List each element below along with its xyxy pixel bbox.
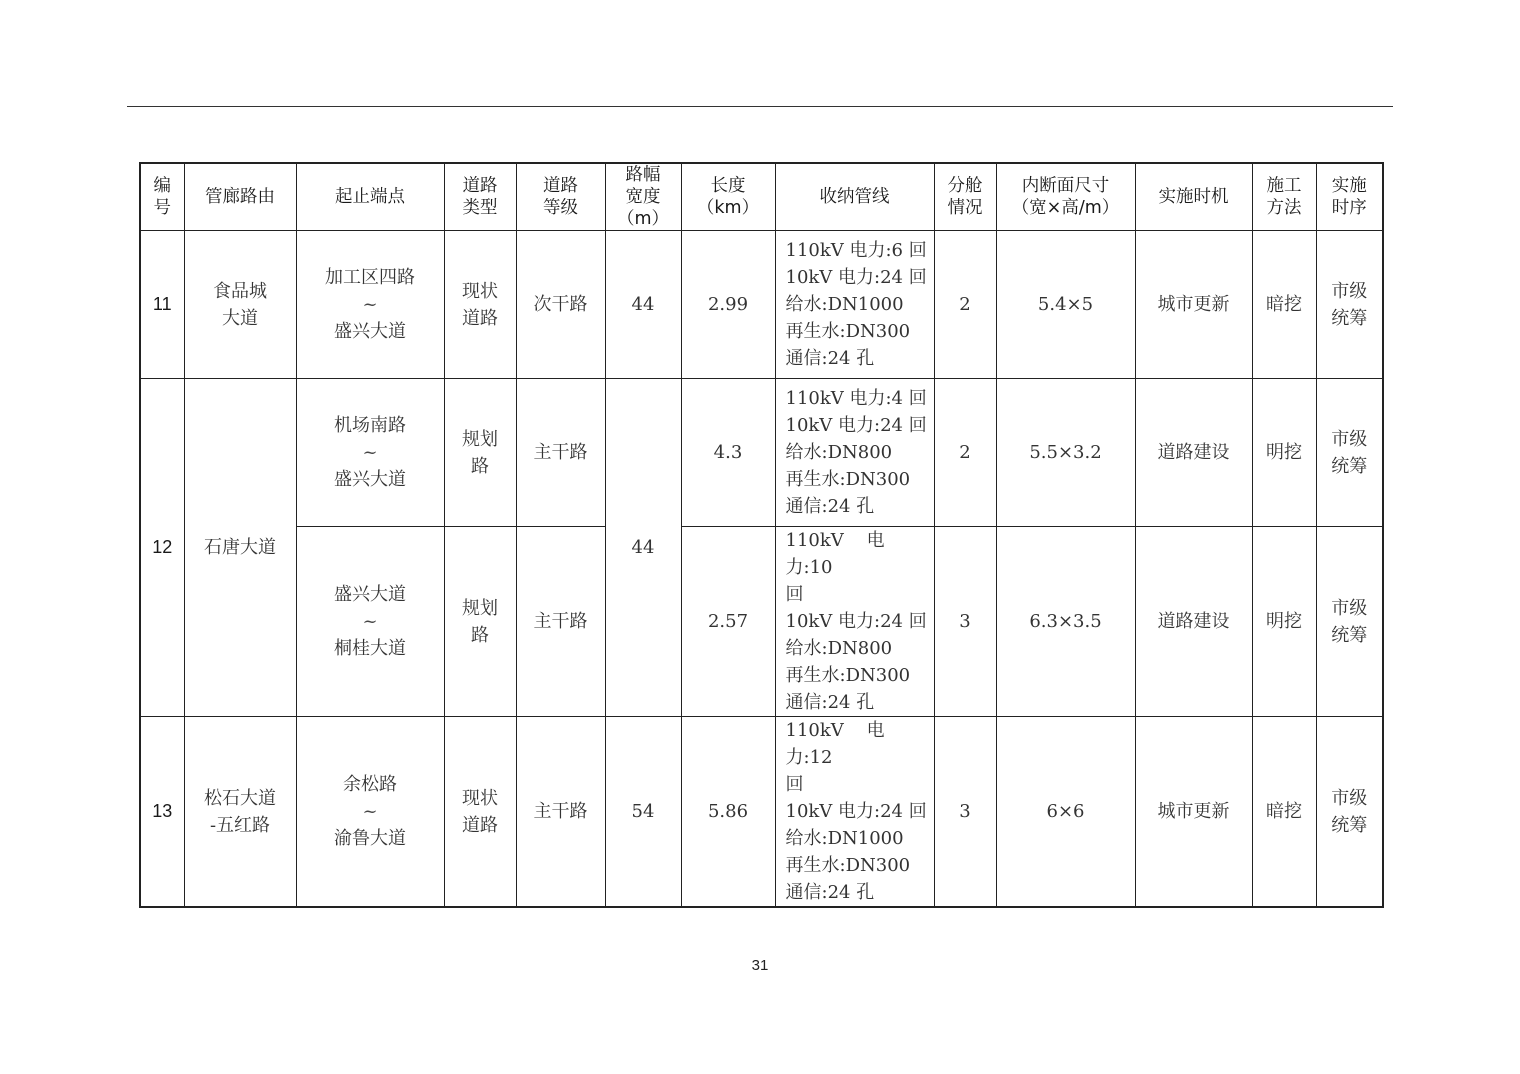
cell-pipes: 110kV 电 力:10 回 10kV 电力:24 回 给水:DN800 再生水:DN300 通信:24 孔 (775, 527, 934, 717)
cell-method: 明挖 (1252, 379, 1316, 527)
header-timing: 实施时机 (1135, 163, 1252, 231)
cell-pipes: 110kV 电力:4 回 10kV 电力:24 回 给水:DN800 再生水:DN300 通信:24 孔 (775, 379, 934, 527)
header-rule (127, 106, 1393, 107)
header-cabins: 分舱 情况 (934, 163, 996, 231)
header-road-type: 道路 类型 (444, 163, 516, 231)
table-row (140, 379, 1383, 527)
cell-cabins: 2 (934, 379, 996, 527)
cell-length: 4.3 (681, 379, 775, 527)
cell-road-type: 现状 道路 (444, 231, 516, 379)
header-section: 内断面尺寸 （宽×高/m） (996, 163, 1135, 231)
cell-section: 5.4×5 (996, 231, 1135, 379)
cell-endpoints: 盛兴大道 ~ 桐桂大道 (296, 527, 444, 717)
table-row (140, 717, 1383, 908)
cell-no: 13 (140, 717, 184, 908)
table-header-row (140, 163, 1383, 231)
header-route: 管廊路由 (184, 163, 296, 231)
cell-timing: 城市更新 (1135, 717, 1252, 908)
cell-timing: 城市更新 (1135, 231, 1252, 379)
header-width: 路幅 宽度 （m） (605, 163, 681, 231)
cell-road-grade: 主干路 (516, 379, 605, 527)
header-sequence: 实施 时序 (1316, 163, 1383, 231)
cell-endpoints: 机场南路 ~ 盛兴大道 (296, 379, 444, 527)
header-length: 长度 （km） (681, 163, 775, 231)
cell-endpoints: 加工区四路 ~ 盛兴大道 (296, 231, 444, 379)
cell-route: 石唐大道 (184, 379, 296, 717)
cell-road-grade: 次干路 (516, 231, 605, 379)
header-method: 施工 方法 (1252, 163, 1316, 231)
cell-section: 6×6 (996, 717, 1135, 908)
cell-section: 6.3×3.5 (996, 527, 1135, 717)
cell-sequence: 市级 统筹 (1316, 231, 1383, 379)
header-road-grade: 道路 等级 (516, 163, 605, 231)
header-endpoints: 起止端点 (296, 163, 444, 231)
cell-cabins: 3 (934, 717, 996, 908)
cell-length: 2.99 (681, 231, 775, 379)
utility-tunnel-table (139, 162, 1384, 908)
header-pipes: 收纳管线 (775, 163, 934, 231)
cell-road-grade: 主干路 (516, 527, 605, 717)
header-no: 编 号 (140, 163, 184, 231)
cell-sequence: 市级 统筹 (1316, 527, 1383, 717)
cell-section: 5.5×3.2 (996, 379, 1135, 527)
cell-cabins: 3 (934, 527, 996, 717)
cell-width: 44 (605, 231, 681, 379)
table-row (140, 527, 1383, 717)
cell-road-grade: 主干路 (516, 717, 605, 908)
cell-road-type: 现状 道路 (444, 717, 516, 908)
cell-width: 54 (605, 717, 681, 908)
cell-no: 11 (140, 231, 184, 379)
cell-route: 松石大道 -五红路 (184, 717, 296, 908)
cell-method: 暗挖 (1252, 231, 1316, 379)
cell-road-type: 规划 路 (444, 527, 516, 717)
cell-cabins: 2 (934, 231, 996, 379)
cell-pipes: 110kV 电力:6 回 10kV 电力:24 回 给水:DN1000 再生水:DN300 通信:24 孔 (775, 231, 934, 379)
cell-method: 暗挖 (1252, 717, 1316, 908)
cell-length: 5.86 (681, 717, 775, 908)
cell-no: 12 (140, 379, 184, 717)
cell-road-type: 规划 路 (444, 379, 516, 527)
page-number: 31 (751, 957, 769, 974)
cell-sequence: 市级 统筹 (1316, 717, 1383, 908)
cell-sequence: 市级 统筹 (1316, 379, 1383, 527)
cell-width: 44 (605, 379, 681, 717)
cell-endpoints: 余松路 ~ 渝鲁大道 (296, 717, 444, 908)
cell-timing: 道路建设 (1135, 379, 1252, 527)
table-row (140, 231, 1383, 379)
cell-method: 明挖 (1252, 527, 1316, 717)
cell-length: 2.57 (681, 527, 775, 717)
cell-pipes: 110kV 电 力:12 回 10kV 电力:24 回 给水:DN1000 再生水:DN300 通信:24 孔 (775, 717, 934, 908)
cell-timing: 道路建设 (1135, 527, 1252, 717)
cell-route: 食品城 大道 (184, 231, 296, 379)
